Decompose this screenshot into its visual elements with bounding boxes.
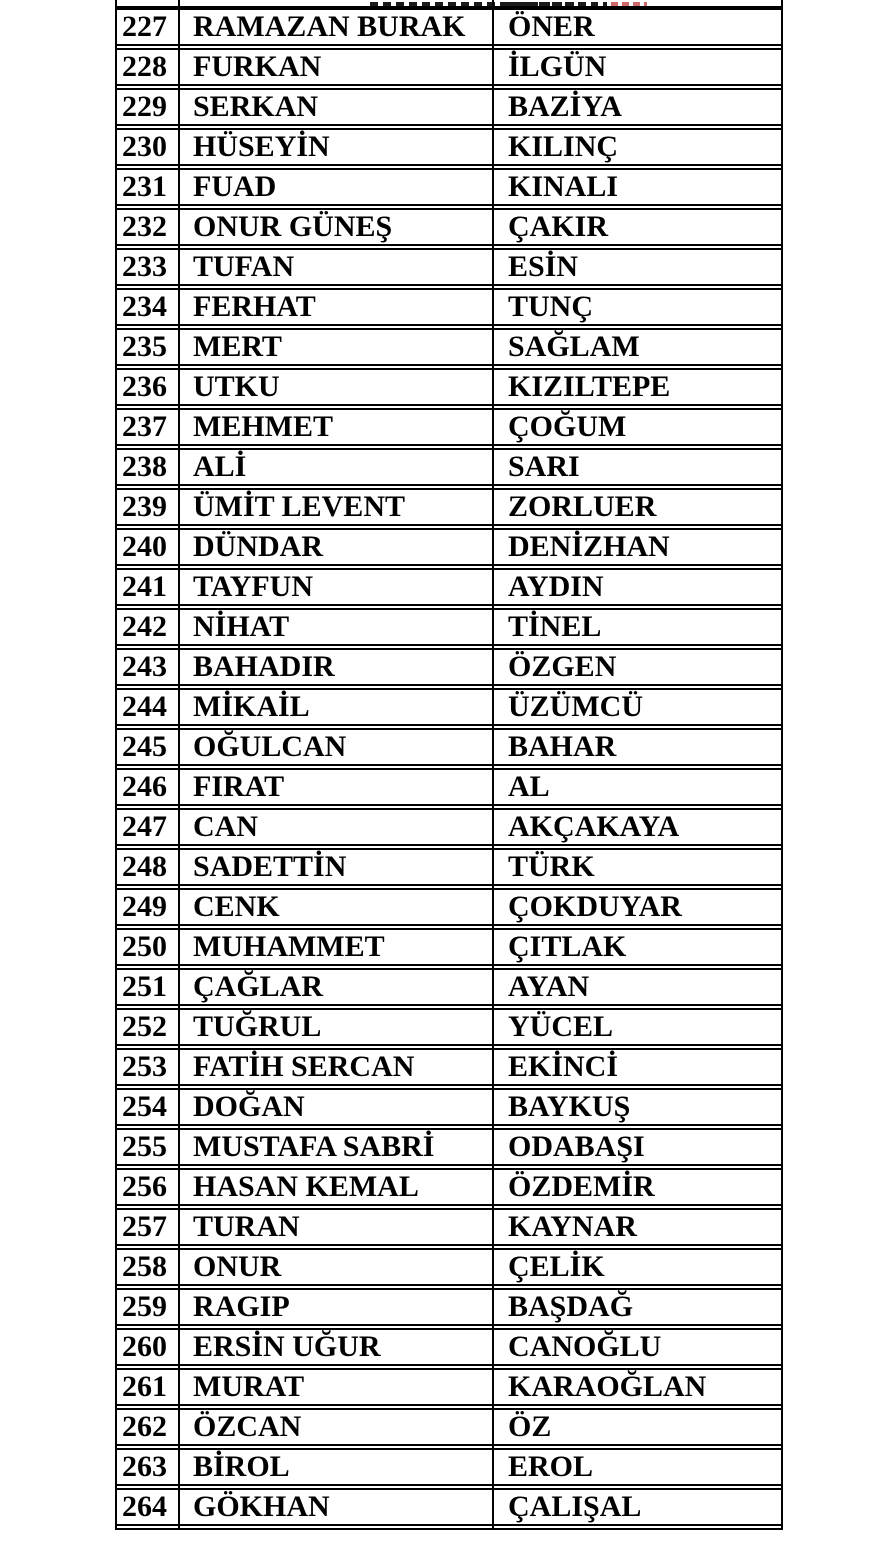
row-number-cell: 252 bbox=[122, 1010, 167, 1043]
table-row bbox=[115, 128, 783, 166]
row-number-cell: 254 bbox=[122, 1090, 167, 1123]
row-number-cell: 243 bbox=[122, 650, 167, 683]
row-number-cell: 236 bbox=[122, 370, 167, 403]
table-row bbox=[115, 1328, 783, 1366]
first-name-cell: SERKAN bbox=[193, 90, 319, 123]
table-border-right bbox=[781, 0, 783, 1530]
table-row bbox=[115, 8, 783, 46]
first-name-cell: MİKAİL bbox=[193, 690, 310, 723]
table-row bbox=[115, 688, 783, 726]
row-number-cell: 258 bbox=[122, 1250, 167, 1283]
first-name-cell: BİROL bbox=[193, 1450, 290, 1483]
last-name-cell: KILINÇ bbox=[508, 130, 619, 163]
table-row bbox=[115, 488, 783, 526]
row-number-cell: 231 bbox=[122, 170, 167, 203]
last-name-cell: DENİZHAN bbox=[508, 530, 670, 563]
row-number-cell: 240 bbox=[122, 530, 167, 563]
row-number-cell: 235 bbox=[122, 330, 167, 363]
first-name-cell: ALİ bbox=[193, 450, 247, 483]
table-row bbox=[115, 168, 783, 206]
table-row bbox=[115, 1448, 783, 1486]
first-name-cell: DÜNDAR bbox=[193, 530, 323, 563]
table-row bbox=[115, 448, 783, 486]
table-row bbox=[115, 408, 783, 446]
first-name-cell: OĞULCAN bbox=[193, 730, 347, 763]
row-number-cell: 245 bbox=[122, 730, 167, 763]
row-number-cell: 264 bbox=[122, 1490, 167, 1523]
row-number-cell: 256 bbox=[122, 1170, 167, 1203]
last-name-cell: ZORLUER bbox=[508, 490, 657, 523]
first-name-cell: ERSİN UĞUR bbox=[193, 1330, 381, 1363]
first-name-cell: ONUR bbox=[193, 1250, 282, 1283]
last-name-cell: ÇITLAK bbox=[508, 930, 627, 963]
last-name-cell: ÖNER bbox=[508, 10, 595, 43]
last-name-cell: AKÇAKAYA bbox=[508, 810, 680, 843]
first-name-cell: TUFAN bbox=[193, 250, 295, 283]
table-row bbox=[115, 728, 783, 766]
table-row bbox=[115, 808, 783, 846]
last-name-cell: ÖZDEMİR bbox=[508, 1170, 655, 1203]
table-row bbox=[115, 368, 783, 406]
clipped-previous-row bbox=[115, 0, 783, 8]
first-name-cell: FIRAT bbox=[193, 770, 285, 803]
table-row bbox=[115, 88, 783, 126]
row-number-cell: 247 bbox=[122, 810, 167, 843]
last-name-cell: TUNÇ bbox=[508, 290, 594, 323]
table-row bbox=[115, 608, 783, 646]
row-number-cell: 227 bbox=[122, 10, 167, 43]
table-row bbox=[115, 288, 783, 326]
table-row bbox=[115, 1248, 783, 1286]
last-name-cell: KINALI bbox=[508, 170, 619, 203]
table-row bbox=[115, 1408, 783, 1446]
first-name-cell: DOĞAN bbox=[193, 1090, 305, 1123]
first-name-cell: GÖKHAN bbox=[193, 1490, 330, 1523]
last-name-cell: ÖZ bbox=[508, 1410, 552, 1443]
last-name-cell: BAHAR bbox=[508, 730, 617, 763]
last-name-cell: KARAOĞLAN bbox=[508, 1370, 707, 1403]
row-number-cell: 260 bbox=[122, 1330, 167, 1363]
row-number-cell: 257 bbox=[122, 1210, 167, 1243]
row-number-cell: 250 bbox=[122, 930, 167, 963]
row-number-cell: 232 bbox=[122, 210, 167, 243]
row-number-cell: 233 bbox=[122, 250, 167, 283]
table-row bbox=[115, 768, 783, 806]
row-number-cell: 249 bbox=[122, 890, 167, 923]
last-name-cell: YÜCEL bbox=[508, 1010, 614, 1043]
last-name-cell: EKİNCİ bbox=[508, 1050, 619, 1083]
table-row bbox=[115, 48, 783, 86]
table-row bbox=[115, 1048, 783, 1086]
first-name-cell: ÜMİT LEVENT bbox=[193, 490, 405, 523]
row-number-cell: 234 bbox=[122, 290, 167, 323]
table-row bbox=[115, 848, 783, 886]
first-name-cell: RAMAZAN BURAK bbox=[193, 10, 466, 43]
last-name-cell: ÇOKDUYAR bbox=[508, 890, 682, 923]
row-number-cell: 261 bbox=[122, 1370, 167, 1403]
last-name-cell: AYDIN bbox=[508, 570, 604, 603]
table-row bbox=[115, 1168, 783, 1206]
last-name-cell: EROL bbox=[508, 1450, 594, 1483]
table-row bbox=[115, 208, 783, 246]
last-name-cell: KAYNAR bbox=[508, 1210, 637, 1243]
row-number-cell: 251 bbox=[122, 970, 167, 1003]
first-name-cell: MERT bbox=[193, 330, 282, 363]
row-number-cell: 255 bbox=[122, 1130, 167, 1163]
column-divider-first-last bbox=[492, 0, 494, 1530]
table-row bbox=[115, 1008, 783, 1046]
last-name-cell: ÖZGEN bbox=[508, 650, 617, 683]
table-row bbox=[115, 648, 783, 686]
first-name-cell: MUSTAFA SABRİ bbox=[193, 1130, 435, 1163]
row-number-cell: 237 bbox=[122, 410, 167, 443]
first-name-cell: HASAN KEMAL bbox=[193, 1170, 419, 1203]
row-number-cell: 248 bbox=[122, 850, 167, 883]
first-name-cell: SADETTİN bbox=[193, 850, 347, 883]
last-name-cell: İLGÜN bbox=[508, 50, 607, 83]
last-name-cell: ODABAŞI bbox=[508, 1130, 645, 1163]
last-name-cell: KIZILTEPE bbox=[508, 370, 671, 403]
first-name-cell: CENK bbox=[193, 890, 280, 923]
table-row bbox=[115, 1208, 783, 1246]
first-name-cell: CAN bbox=[193, 810, 258, 843]
row-number-cell: 244 bbox=[122, 690, 167, 723]
last-name-cell: ÇAKIR bbox=[508, 210, 609, 243]
last-name-cell: TİNEL bbox=[508, 610, 602, 643]
first-name-cell: ÖZCAN bbox=[193, 1410, 302, 1443]
table-row bbox=[115, 1488, 783, 1526]
table-row bbox=[115, 1128, 783, 1166]
row-number-cell: 228 bbox=[122, 50, 167, 83]
row-number-cell: 230 bbox=[122, 130, 167, 163]
table-row bbox=[115, 328, 783, 366]
last-name-cell: AL bbox=[508, 770, 550, 803]
first-name-cell: RAGIP bbox=[193, 1290, 290, 1323]
row-number-cell: 239 bbox=[122, 490, 167, 523]
table-row bbox=[115, 1288, 783, 1326]
row-number-cell: 262 bbox=[122, 1410, 167, 1443]
first-name-cell: MEHMET bbox=[193, 410, 333, 443]
table-row bbox=[115, 968, 783, 1006]
first-name-cell: NİHAT bbox=[193, 610, 290, 643]
last-name-cell: ÇALIŞAL bbox=[508, 1490, 642, 1523]
row-number-cell: 263 bbox=[122, 1450, 167, 1483]
first-name-cell: FUAD bbox=[193, 170, 277, 203]
first-name-cell: BAHADIR bbox=[193, 650, 335, 683]
first-name-cell: MURAT bbox=[193, 1370, 305, 1403]
first-name-cell: FURKAN bbox=[193, 50, 322, 83]
last-name-cell: CANOĞLU bbox=[508, 1330, 662, 1363]
first-name-cell: MUHAMMET bbox=[193, 930, 385, 963]
first-name-cell: UTKU bbox=[193, 370, 280, 403]
row-number-cell: 242 bbox=[122, 610, 167, 643]
last-name-cell: ÜZÜMCÜ bbox=[508, 690, 643, 723]
table-row bbox=[115, 568, 783, 606]
first-name-cell: ÇAĞLAR bbox=[193, 970, 324, 1003]
last-name-cell: ESİN bbox=[508, 250, 579, 283]
table-row bbox=[115, 528, 783, 566]
table-border-left bbox=[115, 0, 117, 1530]
first-name-cell: TURAN bbox=[193, 1210, 300, 1243]
last-name-cell: BAŞDAĞ bbox=[508, 1290, 634, 1323]
last-name-cell: BAZİYA bbox=[508, 90, 622, 123]
row-number-cell: 238 bbox=[122, 450, 167, 483]
roster-table bbox=[115, 0, 783, 1532]
row-number-cell: 246 bbox=[122, 770, 167, 803]
row-number-cell: 229 bbox=[122, 90, 167, 123]
table-row bbox=[115, 1088, 783, 1126]
first-name-cell: FATİH SERCAN bbox=[193, 1050, 415, 1083]
table-row bbox=[115, 248, 783, 286]
row-number-cell: 259 bbox=[122, 1290, 167, 1323]
last-name-cell: ÇOĞUM bbox=[508, 410, 627, 443]
last-name-cell: SAĞLAM bbox=[508, 330, 640, 363]
last-name-cell: ÇELİK bbox=[508, 1250, 605, 1283]
column-divider-number-first bbox=[178, 0, 180, 1530]
roster-rows bbox=[115, 8, 783, 1526]
table-row bbox=[115, 928, 783, 966]
first-name-cell: TUĞRUL bbox=[193, 1010, 322, 1043]
first-name-cell: ONUR GÜNEŞ bbox=[193, 210, 393, 243]
first-name-cell: HÜSEYİN bbox=[193, 130, 330, 163]
last-name-cell: BAYKUŞ bbox=[508, 1090, 631, 1123]
table-row bbox=[115, 1368, 783, 1406]
last-name-cell: SARI bbox=[508, 450, 580, 483]
row-number-cell: 241 bbox=[122, 570, 167, 603]
last-name-cell: AYAN bbox=[508, 970, 590, 1003]
first-name-cell: FERHAT bbox=[193, 290, 316, 323]
row-number-cell: 253 bbox=[122, 1050, 167, 1083]
table-row bbox=[115, 888, 783, 926]
last-name-cell: TÜRK bbox=[508, 850, 595, 883]
first-name-cell: TAYFUN bbox=[193, 570, 314, 603]
table-border-bottom bbox=[115, 1528, 783, 1530]
